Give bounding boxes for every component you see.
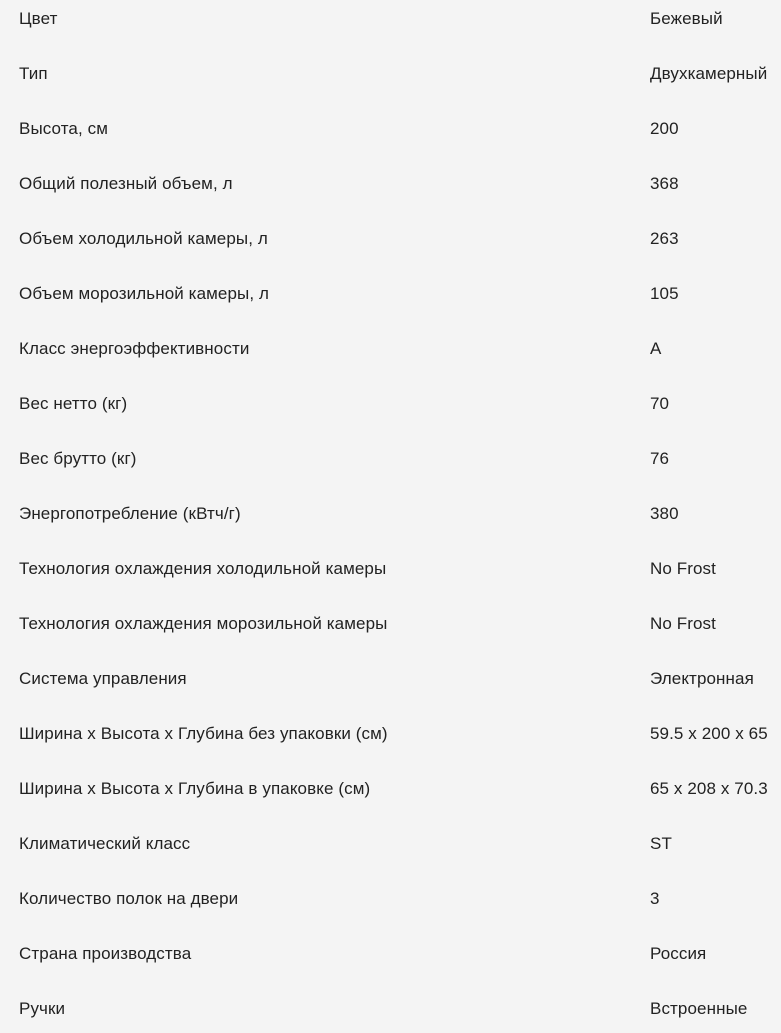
spec-row xyxy=(0,220,781,275)
spec-label: Страна производства xyxy=(19,944,192,963)
spec-value: Россия xyxy=(650,944,707,963)
spec-label: Ширина x Высота x Глубина в упаковке (см) xyxy=(19,779,371,798)
spec-label: Ручки xyxy=(19,999,66,1018)
spec-row xyxy=(0,880,781,935)
spec-label: Объем холодильной камеры, л xyxy=(19,229,268,248)
spec-value: 380 xyxy=(650,504,679,523)
spec-label: Объем морозильной камеры, л xyxy=(19,284,270,303)
spec-value: 263 xyxy=(650,229,679,248)
spec-row xyxy=(0,330,781,385)
spec-value: Электронная xyxy=(650,669,754,688)
spec-label: Цвет xyxy=(19,9,58,28)
spec-row xyxy=(0,605,781,660)
spec-label: Вес брутто (кг) xyxy=(19,449,137,468)
spec-label: Вес нетто (кг) xyxy=(19,394,128,413)
spec-label: Количество полок на двери xyxy=(19,889,239,908)
spec-row xyxy=(0,660,781,715)
spec-row xyxy=(0,495,781,550)
spec-value: A xyxy=(650,339,662,358)
spec-label: Климатический класс xyxy=(19,834,191,853)
spec-value: 65 x 208 x 70.3 xyxy=(650,779,768,798)
spec-value: 76 xyxy=(650,449,670,468)
spec-label: Система управления xyxy=(19,669,187,688)
spec-label: Энергопотребление (кВтч/г) xyxy=(19,504,241,523)
spec-row xyxy=(0,0,781,55)
spec-value: No Frost xyxy=(650,614,716,633)
spec-label: Тип xyxy=(19,64,48,83)
spec-row xyxy=(0,550,781,605)
spec-row xyxy=(0,770,781,825)
spec-row xyxy=(0,935,781,990)
spec-row xyxy=(0,990,781,1033)
spec-label: Технология охлаждения морозильной камеры xyxy=(19,614,388,633)
spec-row xyxy=(0,385,781,440)
spec-row xyxy=(0,275,781,330)
spec-value: 105 xyxy=(650,284,679,303)
spec-value: Встроенные xyxy=(650,999,748,1018)
spec-value: ST xyxy=(650,834,672,853)
spec-label: Высота, см xyxy=(19,119,109,138)
spec-row xyxy=(0,165,781,220)
spec-label: Общий полезный объем, л xyxy=(19,174,233,193)
spec-value: Бежевый xyxy=(650,9,723,28)
spec-label: Класс энергоэффективности xyxy=(19,339,250,358)
spec-label: Ширина x Высота x Глубина без упаковки (см) xyxy=(19,724,388,743)
spec-label: Технология охлаждения холодильной камеры xyxy=(19,559,387,578)
spec-value: No Frost xyxy=(650,559,716,578)
spec-row xyxy=(0,825,781,880)
spec-row xyxy=(0,715,781,770)
spec-row xyxy=(0,110,781,165)
spec-value: 59.5 x 200 x 65 xyxy=(650,724,768,743)
spec-value: 70 xyxy=(650,394,670,413)
spec-value: 368 xyxy=(650,174,679,193)
spec-row xyxy=(0,440,781,495)
spec-row xyxy=(0,55,781,110)
spec-value: 3 xyxy=(650,889,660,908)
spec-value: 200 xyxy=(650,119,679,138)
spec-value: Двухкамерный xyxy=(650,64,768,83)
